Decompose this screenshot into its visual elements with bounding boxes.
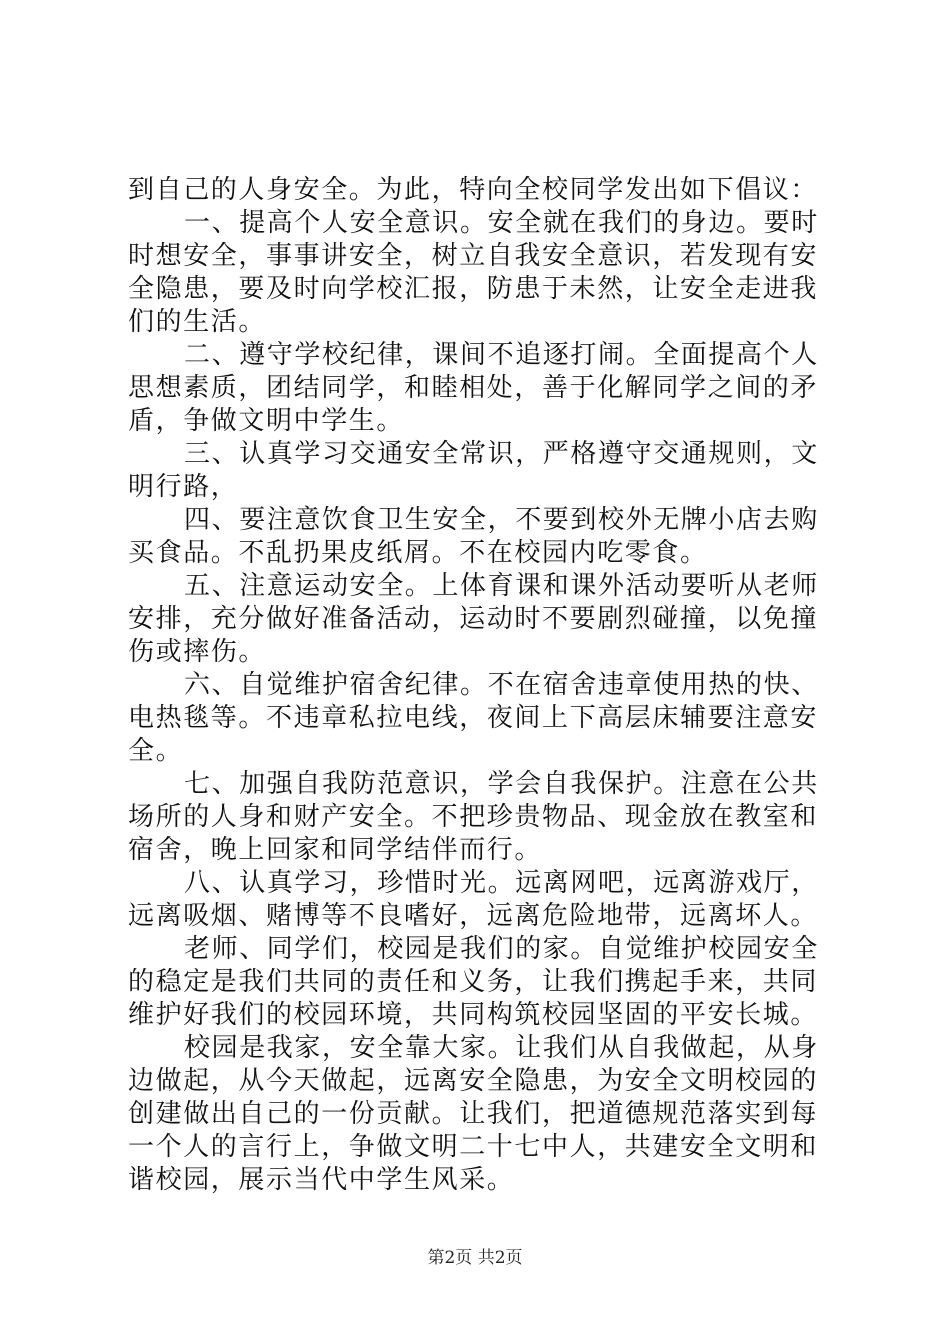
paragraph-item-4: 四、要注意饮食卫生安全，不要到校外无牌小店去购买食品。不乱扔果皮纸屑。不在校园内吃零食。 — [128, 505, 819, 568]
paragraph-item-3: 三、认真学习交通安全常识，严格遵守交通规则，文明行路， — [128, 439, 819, 502]
paragraph-intro: 到自己的人身安全。为此，特向全校同学发出如下倡议： — [128, 175, 819, 205]
paragraph-closing-2: 校园是我家，安全靠大家。让我们从自我做起，从身边做起，从今天做起，远离安全隐患，为安全文明校园的创建做出自己的一份贡献。让我们，把道德规范落实到每一个人的言行上，争做文明二十七中人，共建安全文明和谐校园，展示当代中学生风采。 — [128, 1033, 819, 1195]
paragraph-item-2: 二、遵守学校纪律，课间不追逐打闹。全面提高个人思想素质，团结同学，和睦相处，善于化解同学之间的矛盾，争做文明中学生。 — [128, 340, 819, 436]
paragraph-item-8: 八、认真学习，珍惜时光。远离网吧，远离游戏厅，远离吸烟、赌博等不良嗜好，远离危险地带，远离坏人。 — [128, 868, 819, 931]
paragraph-item-5: 五、注意运动安全。上体育课和课外活动要听从老师安排，充分做好准备活动，运动时不要剧烈碰撞，以免撞伤或摔伤。 — [128, 571, 819, 667]
paragraph-closing-1: 老师、同学们，校园是我们的家。自觉维护校园安全的稳定是我们共同的责任和义务，让我们携起手来，共同维护好我们的校园环境，共同构筑校园坚固的平安长城。 — [128, 934, 819, 1030]
page-number-footer: 第2页 共2页 — [427, 1248, 523, 1268]
document-body — [128, 174, 840, 1197]
paragraph-item-7: 七、加强自我防范意识，学会自我保护。注意在公共场所的人身和财产安全。不把珍贵物品、现金放在教室和宿舍，晚上回家和同学结伴而行。 — [128, 769, 819, 865]
paragraph-item-1: 一、提高个人安全意识。安全就在我们的身边。要时时想安全，事事讲安全，树立自我安全意识，若发现有安全隐患，要及时向学校汇报，防患于未然，让安全走进我们的生活。 — [128, 208, 819, 337]
paragraph-item-6: 六、自觉维护宿舍纪律。不在宿舍违章使用热的快、电热毯等。不违章私拉电线，夜间上下高层床辅要注意安全。 — [128, 670, 819, 766]
